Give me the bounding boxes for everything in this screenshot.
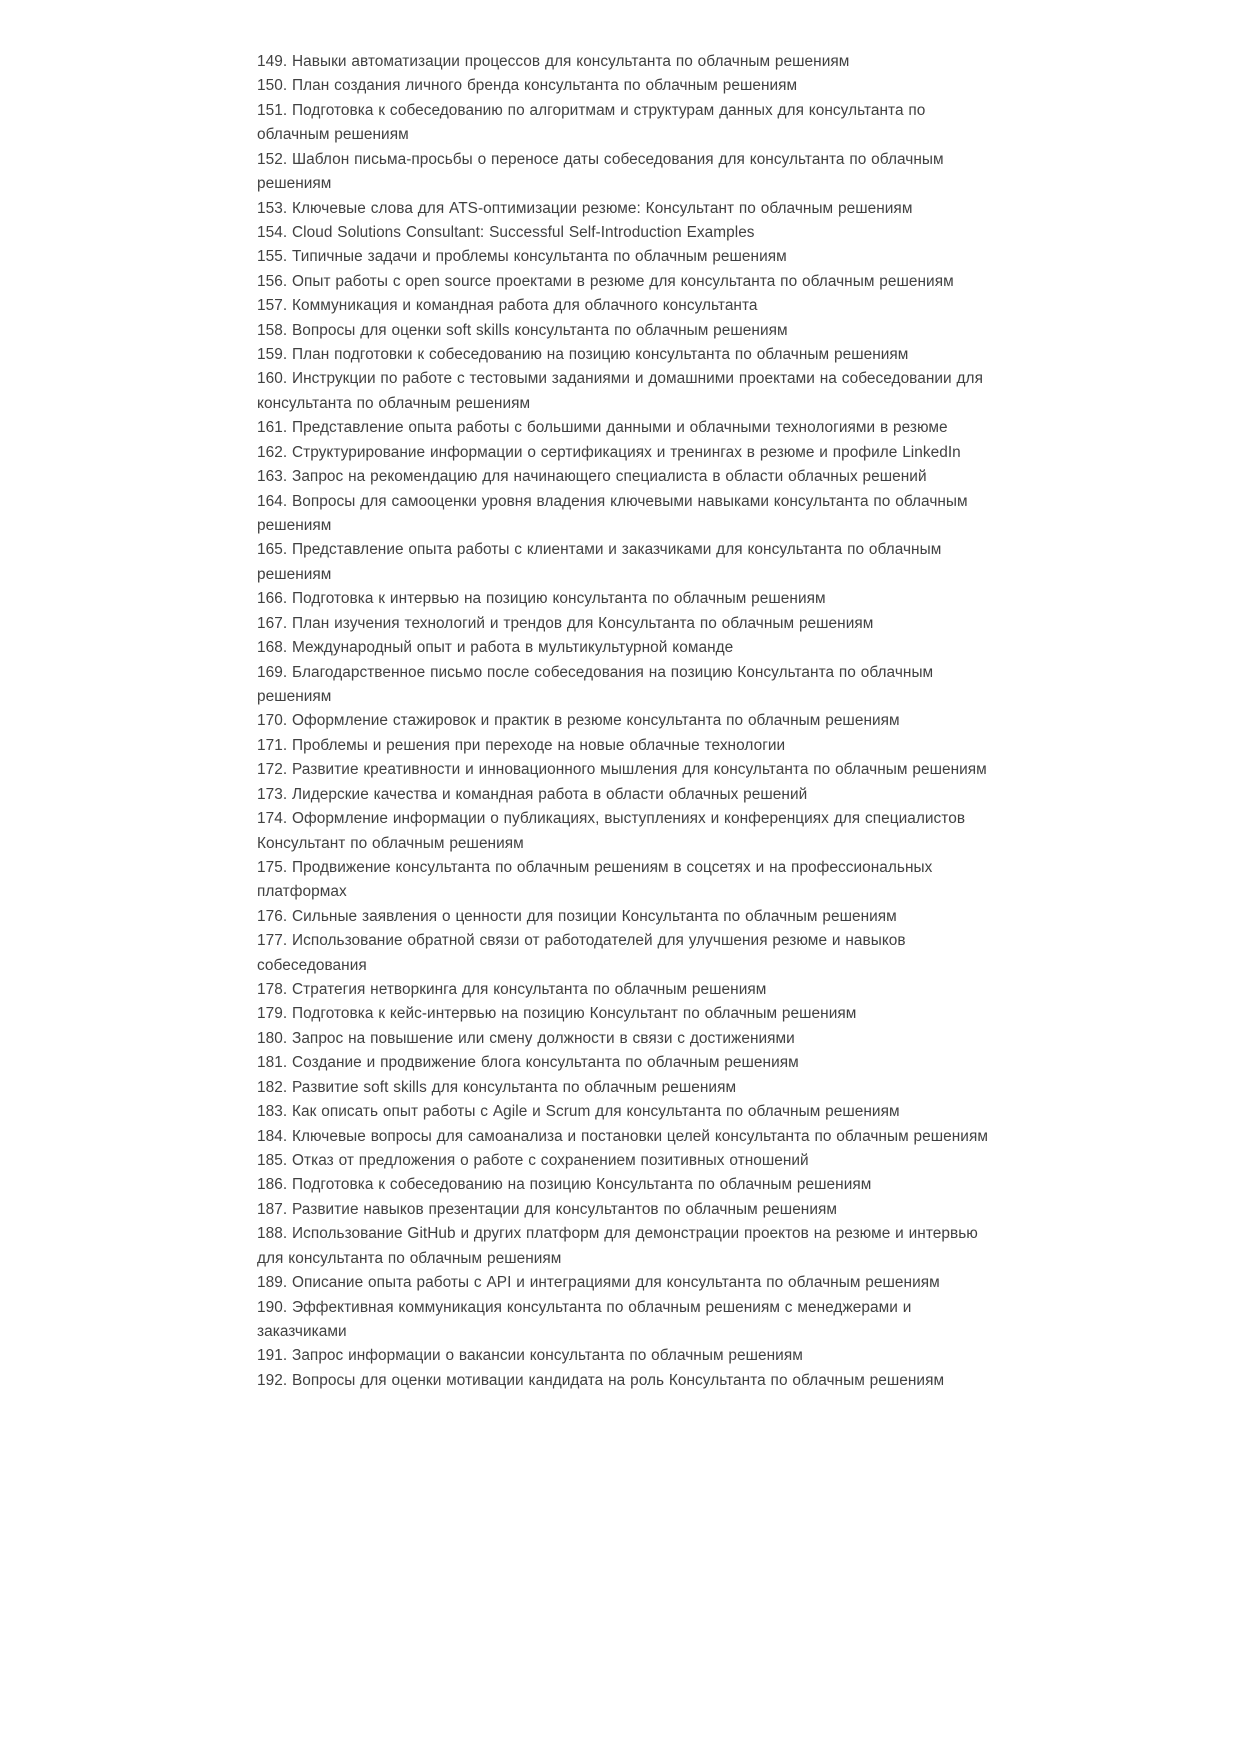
list-item: 151. Подготовка к собеседованию по алгоритмам и структурам данных для консультанта по облачным решениям — [257, 101, 926, 144]
list-item: 176. Сильные заявления о ценности для позиции Консультанта по облачным решениям — [257, 907, 897, 925]
list-item: 179. Подготовка к кейс-интервью на позицию Консультант по облачным решениям — [257, 1005, 857, 1023]
list-item: 162. Структурирование информации о сертификациях и тренингах в резюме и профиле LinkedIn — [257, 443, 961, 461]
list-item: 177. Использование обратной связи от работодателей для улучшения резюме и навыков собеседования — [257, 932, 906, 974]
numbered-list — [257, 50, 994, 1393]
list-item: 187. Развитие навыков презентации для консультантов по облачным решениям — [257, 1200, 838, 1218]
list-item: 155. Типичные задачи и проблемы консультанта по облачным решениям — [257, 248, 787, 266]
list-item: 164. Вопросы для самооценки уровня владения ключевыми навыками консультанта по облачным решениям — [257, 492, 968, 535]
list-item: 169. Благодарственное письмо после собеседования на позицию Консультанта по облачным решениям — [257, 663, 934, 705]
list-item: 158. Вопросы для оценки soft skills консультанта по облачным решениям — [257, 321, 788, 339]
list-item: 180. Запрос на повышение или смену должности в связи с достижениями — [257, 1029, 795, 1047]
list-item: 161. Представление опыта работы с большими данными и облачными технологиями в резюме — [257, 419, 948, 437]
list-item: 150. План создания личного бренда консультанта по облачным решениям — [257, 77, 798, 95]
list-item: 184. Ключевые вопросы для самоанализа и постановки целей консультанта по облачным решениям — [257, 1127, 988, 1145]
list-item: 159. План подготовки к собеседованию на позицию консультанта по облачным решениям — [257, 346, 909, 364]
list-item: 170. Оформление стажировок и практик в резюме консультанта по облачным решениям — [257, 712, 900, 730]
list-item: 181. Создание и продвижение блога консультанта по облачным решениям — [257, 1054, 799, 1072]
list-item: 163. Запрос на рекомендацию для начинающего специалиста в области облачных решений — [257, 468, 927, 486]
list-item: 182. Развитие soft skills для консультанта по облачным решениям — [257, 1078, 737, 1096]
list-item: 167. План изучения технологий и трендов для Консультанта по облачным решениям — [257, 614, 874, 632]
list-item: 160. Инструкции по работе с тестовыми заданиями и домашними проектами на собеседовании для консультанта по облачным решениям — [257, 370, 983, 412]
list-item: 168. Международный опыт и работа в мультикультурной команде — [257, 639, 734, 657]
list-item: 192. Вопросы для оценки мотивации кандидата на роль Консультанта по облачным решениям — [257, 1371, 945, 1389]
list-item: 149. Навыки автоматизации процессов для консультанта по облачным решениям — [257, 53, 850, 70]
list-item: 175. Продвижение консультанта по облачным решениям в соцсетях и на профессиональных платформах — [257, 858, 933, 901]
list-item: 154. Cloud Solutions Consultant: Successful Self-Introduction Examples — [257, 223, 755, 241]
list-item: 190. Эффективная коммуникация консультанта по облачным решениям с менеджерами и заказчиками — [257, 1298, 912, 1340]
list-item: 186. Подготовка к собеседованию на позицию Консультанта по облачным решениям — [257, 1176, 872, 1194]
list-item: 174. Оформление информации о публикациях, выступлениях и конференциях для специалистов Консультант по облачным решениям — [257, 810, 966, 852]
list-item: 157. Коммуникация и командная работа для облачного консультанта — [257, 297, 758, 315]
list-item: 178. Стратегия нетворкинга для консультанта по облачным решениям — [257, 981, 767, 999]
list-item: 189. Описание опыта работы с API и интеграциями для консультанта по облачным решениям — [257, 1274, 940, 1292]
list-item: 172. Развитие креативности и инновационного мышления для консультанта по облачным решениям — [257, 761, 987, 779]
list-item: 156. Опыт работы с open source проектами в резюме для консультанта по облачным решениям — [257, 272, 954, 290]
list-item: 173. Лидерские качества и командная работа в области облачных решений — [257, 785, 808, 803]
list-item: 166. Подготовка к интервью на позицию консультанта по облачным решениям — [257, 590, 826, 608]
list-item: 152. Шаблон письма-просьбы о переносе даты собеседования для консультанта по облачным решениям — [257, 150, 944, 193]
list-item: 153. Ключевые слова для ATS-оптимизации резюме: Консультант по облачным решениям — [257, 199, 913, 217]
list-item: 188. Использование GitHub и других платформ для демонстрации проектов на резюме и интервью для консультанта по облачным решениям — [257, 1225, 978, 1267]
list-item: 165. Представление опыта работы с клиентами и заказчиками для консультанта по облачным решениям — [257, 541, 942, 583]
list-item: 185. Отказ от предложения о работе с сохранением позитивных отношений — [257, 1151, 809, 1169]
list-item: 183. Как описать опыт работы с Agile и Scrum для консультанта по облачным решениям — [257, 1103, 900, 1121]
list-item: 191. Запрос информации о вакансии консультанта по облачным решениям — [257, 1347, 803, 1365]
list-item: 171. Проблемы и решения при переходе на новые облачные технологии — [257, 736, 786, 754]
